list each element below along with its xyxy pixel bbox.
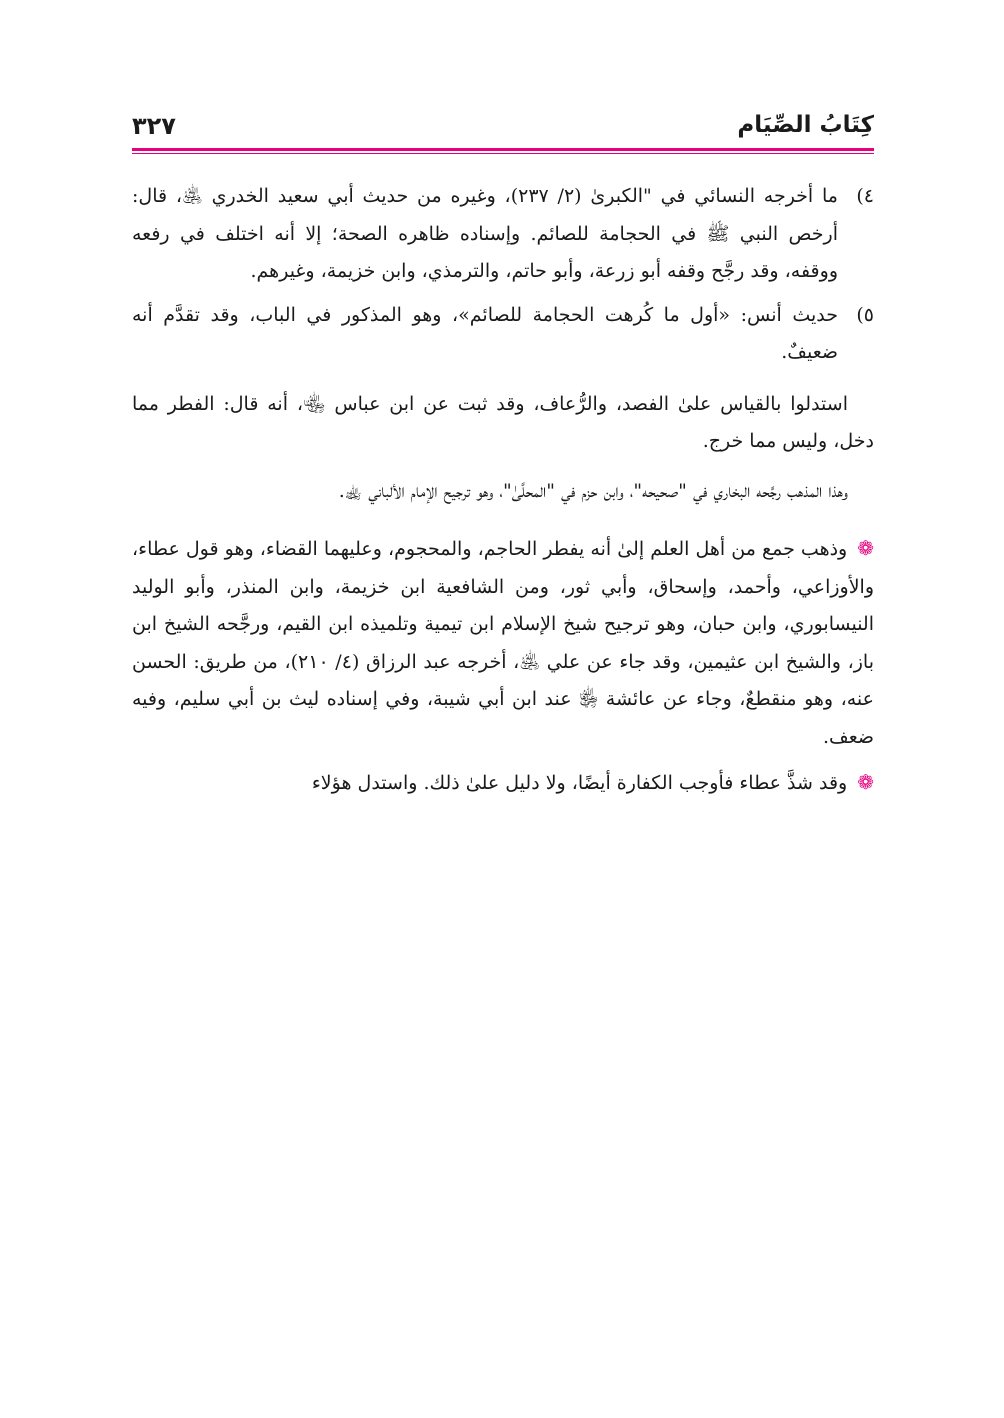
footnote [132, 297, 874, 372]
bullet-paragraph-text: وذهب جمع من أهل العلم إلىٰ أنه يفطر الحاجم، والمحجوم، وعليهما القضاء، وهو قول عطاء، والأوزاعي، وأحمد، وإسحاق، وأبي ثور، ومن الشافعية ابن خزيمة، وابن المنذر، وأبو الوليد النيسابوري، وابن حبان، وهو ترجيح شيخ الإسلام ابن تيمية وتلميذه ابن القيم، ورجَّحه الشيخ ابن باز، والشيخ ابن عثيمين، وقد جاء عن علي ﵁، أخرجه عبد الرزاق (٤/ ٢١٠)، من طريق: الحسن عنه، وهو منقطعٌ، وجاء عن عائشة ﵂ عند ابن أبي شيبة، وفي إسناده ليث بن أبي سليم، وفيه ضعف. [132, 538, 874, 748]
footnote-text: حديث أنس: «أول ما كُرهت الحجامة للصائم»، وهو المذكور في الباب، وقد تقدَّم أنه ضعيفٌ. [132, 303, 838, 363]
spacer [132, 522, 874, 530]
spacer [132, 378, 874, 386]
running-title: كِتَابُ الصِّيَام [737, 112, 874, 138]
body-paragraph: وهذا المذهب رجَّحه البخاري في "صحيحه"، وابن حزم في "المحلَّىٰ"، وهو ترجيح الإمام الألباني ﵀. [338, 479, 848, 502]
header-rule-thick [132, 148, 874, 151]
flower-icon: ❁ [857, 536, 874, 560]
page-body [132, 178, 874, 811]
page-number: ٣٢٧ [132, 112, 176, 140]
flower-icon: ❁ [857, 770, 874, 794]
footnote-text: ما أخرجه النسائي في "الكبرىٰ (٢/ ٢٣٧)، وغيره من حديث أبي سعيد الخدري ﵁، قال: أرخص النبي ﷺ في الحجامة للصائم. وإسناده ظاهره الصحة؛ إلا أنه اختلف في رفعه ووقفه، وقد رجَّح وقفه أبو زرعة، وأبو حاتم، والترمذي، وابن خزيمة، وغيرهم. [132, 185, 838, 282]
bullet-paragraph [132, 530, 874, 756]
bullet-paragraph-text: وقد شذَّ عطاء فأوجب الكفارة أيضًا، ولا دليل علىٰ ذلك. واستدل هؤلاء [311, 772, 848, 794]
bullet-paragraph [132, 764, 874, 803]
footnote-number: ٥) [856, 303, 874, 326]
page-header [132, 108, 874, 148]
footnote-number: ٤) [856, 185, 874, 207]
header-rule-thin [132, 153, 874, 154]
footnote [132, 178, 874, 291]
body-paragraph: استدلوا بالقياس علىٰ الفصد، والرُّعاف، وقد ثبت عن ابن عباس ﵄، أنه قال: الفطر مما دخل، وليس مما خرج. [132, 392, 874, 452]
